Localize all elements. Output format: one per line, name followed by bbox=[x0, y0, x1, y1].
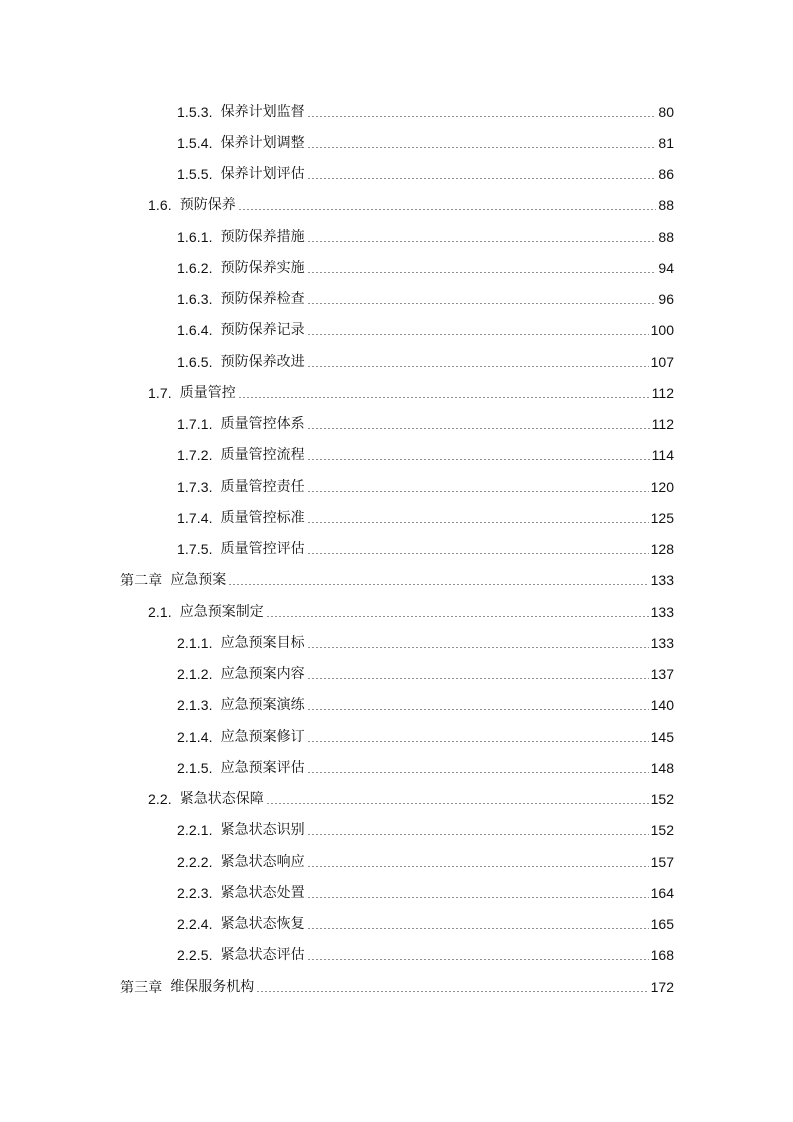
toc-entry-number: 2.2.5. bbox=[177, 947, 213, 964]
toc-entry[interactable] bbox=[0, 96, 793, 127]
toc-entry-number: 2.2.4. bbox=[177, 916, 213, 933]
toc-entry[interactable] bbox=[0, 784, 793, 815]
toc-entry-title: 质量管控 bbox=[179, 384, 236, 401]
toc-dot-leader bbox=[307, 417, 650, 431]
toc-entry-page-number: 168 bbox=[650, 947, 674, 964]
toc-entry-number: 1.6.2. bbox=[177, 259, 213, 276]
toc-entry-page-number: 152 bbox=[650, 791, 674, 808]
toc-dot-leader bbox=[307, 105, 657, 119]
toc-dot-leader bbox=[307, 698, 649, 712]
toc-dot-leader bbox=[307, 136, 657, 150]
toc-entry-title: 保养计划监督 bbox=[220, 103, 305, 120]
toc-dot-leader bbox=[307, 542, 649, 556]
toc-entry-number: 2.2.2. bbox=[177, 853, 213, 870]
toc-entry[interactable] bbox=[0, 846, 793, 877]
toc-entry-number: 2.1.2. bbox=[177, 666, 213, 683]
toc-entry[interactable] bbox=[0, 315, 793, 346]
toc-entry[interactable] bbox=[0, 190, 793, 221]
toc-entry-page-number: 157 bbox=[650, 853, 674, 870]
toc-entry-number: 2.2. bbox=[148, 791, 172, 808]
toc-dot-leader bbox=[307, 917, 649, 931]
toc-dot-leader bbox=[307, 292, 657, 306]
toc-entry[interactable] bbox=[0, 159, 793, 190]
toc-entry-title: 预防保养实施 bbox=[220, 259, 305, 276]
toc-entry-page-number: 145 bbox=[650, 728, 674, 745]
toc-entry[interactable] bbox=[0, 721, 793, 752]
toc-entry-number: 1.7.4. bbox=[177, 509, 213, 526]
toc-entry-page-number: 112 bbox=[651, 416, 674, 433]
toc-entry-title: 应急预案演练 bbox=[220, 697, 305, 714]
toc-entry-page-number: 112 bbox=[651, 384, 674, 401]
toc-entry-title: 预防保养改进 bbox=[220, 353, 305, 370]
toc-entry-page-number: 88 bbox=[658, 228, 674, 245]
toc-entry-title: 紧急状态处置 bbox=[220, 884, 305, 901]
toc-entry[interactable] bbox=[0, 346, 793, 377]
toc-entry-title: 质量管控评估 bbox=[220, 541, 305, 558]
toc-entry[interactable] bbox=[0, 284, 793, 315]
toc-dot-leader bbox=[307, 636, 649, 650]
toc-dot-leader bbox=[238, 198, 657, 212]
toc-entry-page-number: 148 bbox=[650, 759, 674, 776]
toc-entry-title: 质量管控责任 bbox=[220, 478, 305, 495]
toc-dot-leader bbox=[307, 855, 649, 869]
toc-entry[interactable] bbox=[0, 877, 793, 908]
toc-dot-leader bbox=[307, 667, 649, 681]
toc-entry-number: 1.5.5. bbox=[177, 166, 213, 183]
toc-dot-leader bbox=[307, 511, 649, 525]
toc-entry-number: 2.2.3. bbox=[177, 884, 213, 901]
toc-dot-leader bbox=[238, 386, 650, 400]
toc-entry[interactable] bbox=[0, 221, 793, 252]
toc-dot-leader bbox=[228, 573, 648, 587]
toc-entry-number: 1.6.3. bbox=[177, 291, 213, 308]
toc-entry-page-number: 125 bbox=[650, 509, 674, 526]
toc-entry-number: 2.1. bbox=[148, 603, 172, 620]
toc-entry-page-number: 94 bbox=[658, 259, 674, 276]
toc-entry-page-number: 152 bbox=[650, 822, 674, 839]
toc-entry[interactable] bbox=[0, 690, 793, 721]
toc-entry-number: 1.6.1. bbox=[177, 228, 213, 245]
toc-entry-page-number: 137 bbox=[650, 666, 674, 683]
toc-entry-number: 1.6.4. bbox=[177, 322, 213, 339]
toc-entry[interactable] bbox=[0, 377, 793, 408]
toc-dot-leader bbox=[307, 761, 649, 775]
toc-entry-title: 质量管控体系 bbox=[220, 416, 305, 433]
toc-dot-leader bbox=[256, 980, 648, 994]
toc-dot-leader bbox=[307, 448, 650, 462]
toc-entry-page-number: 86 bbox=[658, 166, 674, 183]
toc-entry[interactable] bbox=[0, 127, 793, 158]
toc-entry-page-number: 100 bbox=[650, 322, 674, 339]
toc-entry-page-number: 140 bbox=[650, 697, 674, 714]
toc-entry-page-number: 133 bbox=[650, 634, 674, 651]
toc-entry-title: 应急预案制定 bbox=[179, 603, 264, 620]
toc-entry-title: 应急预案目标 bbox=[220, 634, 305, 651]
toc-entry[interactable] bbox=[0, 565, 793, 596]
toc-entry-number: 2.2.1. bbox=[177, 822, 213, 839]
toc-entry-page-number: 172 bbox=[650, 978, 674, 995]
toc-entry-page-number: 165 bbox=[650, 916, 674, 933]
toc-entry-number: 2.1.1. bbox=[177, 634, 213, 651]
toc-dot-leader bbox=[307, 230, 657, 244]
toc-dot-leader bbox=[307, 355, 649, 369]
toc-entry-number: 1.5.3. bbox=[177, 103, 213, 120]
toc-entry[interactable] bbox=[0, 971, 793, 1002]
toc-entry-page-number: 88 bbox=[658, 197, 674, 214]
toc-entry-title: 应急预案修订 bbox=[220, 728, 305, 745]
toc-entry-title: 紧急状态识别 bbox=[220, 822, 305, 839]
toc-entry-page-number: 164 bbox=[650, 884, 674, 901]
toc-entry-number: 2.1.3. bbox=[177, 697, 213, 714]
toc-dot-leader bbox=[307, 948, 649, 962]
toc-entry[interactable] bbox=[0, 502, 793, 533]
toc-dot-leader bbox=[307, 480, 649, 494]
toc-entry-page-number: 120 bbox=[650, 478, 674, 495]
toc-entry[interactable] bbox=[0, 440, 793, 471]
toc-entry[interactable] bbox=[0, 752, 793, 783]
toc-entry-number: 第三章 bbox=[120, 978, 163, 995]
toc-entry-number: 1.7.1. bbox=[177, 416, 213, 433]
toc-entry[interactable] bbox=[0, 534, 793, 565]
toc-entry-number: 1.7. bbox=[148, 384, 172, 401]
toc-entry[interactable] bbox=[0, 940, 793, 971]
toc-dot-leader bbox=[307, 886, 649, 900]
toc-entry[interactable] bbox=[0, 659, 793, 690]
toc-dot-leader bbox=[307, 823, 649, 837]
toc-entry-title: 紧急状态响应 bbox=[220, 853, 305, 870]
toc-entry-page-number: 133 bbox=[650, 572, 674, 589]
toc-entry-title: 预防保养 bbox=[179, 197, 236, 214]
toc-entry-page-number: 114 bbox=[651, 447, 674, 464]
toc-dot-leader bbox=[307, 323, 649, 337]
toc-entry-page-number: 107 bbox=[650, 353, 674, 370]
toc-entry[interactable] bbox=[0, 909, 793, 940]
toc-entry-title: 保养计划调整 bbox=[220, 134, 305, 151]
toc-entry-title: 紧急状态恢复 bbox=[220, 916, 305, 933]
table-of-contents bbox=[0, 96, 793, 1002]
toc-entry-title: 预防保养措施 bbox=[220, 228, 305, 245]
toc-entry-title: 紧急状态评估 bbox=[220, 947, 305, 964]
toc-entry-title: 质量管控流程 bbox=[220, 447, 305, 464]
toc-entry-page-number: 80 bbox=[658, 103, 674, 120]
toc-entry-number: 2.1.4. bbox=[177, 728, 213, 745]
toc-dot-leader bbox=[307, 167, 657, 181]
toc-dot-leader bbox=[307, 730, 649, 744]
toc-entry-title: 保养计划评估 bbox=[220, 166, 305, 183]
toc-entry[interactable] bbox=[0, 596, 793, 627]
toc-entry-title: 预防保养检查 bbox=[220, 291, 305, 308]
toc-entry[interactable] bbox=[0, 627, 793, 658]
toc-entry-title: 应急预案 bbox=[170, 572, 227, 589]
toc-entry-number: 1.7.2. bbox=[177, 447, 213, 464]
toc-entry-number: 1.6. bbox=[148, 197, 172, 214]
toc-entry-number: 1.7.3. bbox=[177, 478, 213, 495]
toc-entry-number: 1.7.5. bbox=[177, 541, 213, 558]
toc-dot-leader bbox=[307, 261, 657, 275]
toc-entry-title: 应急预案评估 bbox=[220, 759, 305, 776]
toc-entry-page-number: 133 bbox=[650, 603, 674, 620]
toc-entry-number: 第二章 bbox=[120, 572, 163, 589]
toc-entry-title: 维保服务机构 bbox=[170, 978, 255, 995]
toc-entry-page-number: 96 bbox=[658, 291, 674, 308]
toc-entry[interactable] bbox=[0, 471, 793, 502]
toc-dot-leader bbox=[266, 605, 649, 619]
toc-entry-title: 预防保养记录 bbox=[220, 322, 305, 339]
toc-entry-title: 应急预案内容 bbox=[220, 666, 305, 683]
toc-entry[interactable] bbox=[0, 252, 793, 283]
toc-entry-number: 2.1.5. bbox=[177, 759, 213, 776]
toc-entry-title: 质量管控标准 bbox=[220, 509, 305, 526]
toc-entry-number: 1.5.4. bbox=[177, 134, 213, 151]
toc-entry-title: 紧急状态保障 bbox=[179, 791, 264, 808]
toc-entry[interactable] bbox=[0, 815, 793, 846]
toc-entry[interactable] bbox=[0, 409, 793, 440]
toc-entry-number: 1.6.5. bbox=[177, 353, 213, 370]
toc-dot-leader bbox=[266, 792, 649, 806]
toc-entry-page-number: 81 bbox=[658, 134, 674, 151]
toc-entry-page-number: 128 bbox=[650, 541, 674, 558]
